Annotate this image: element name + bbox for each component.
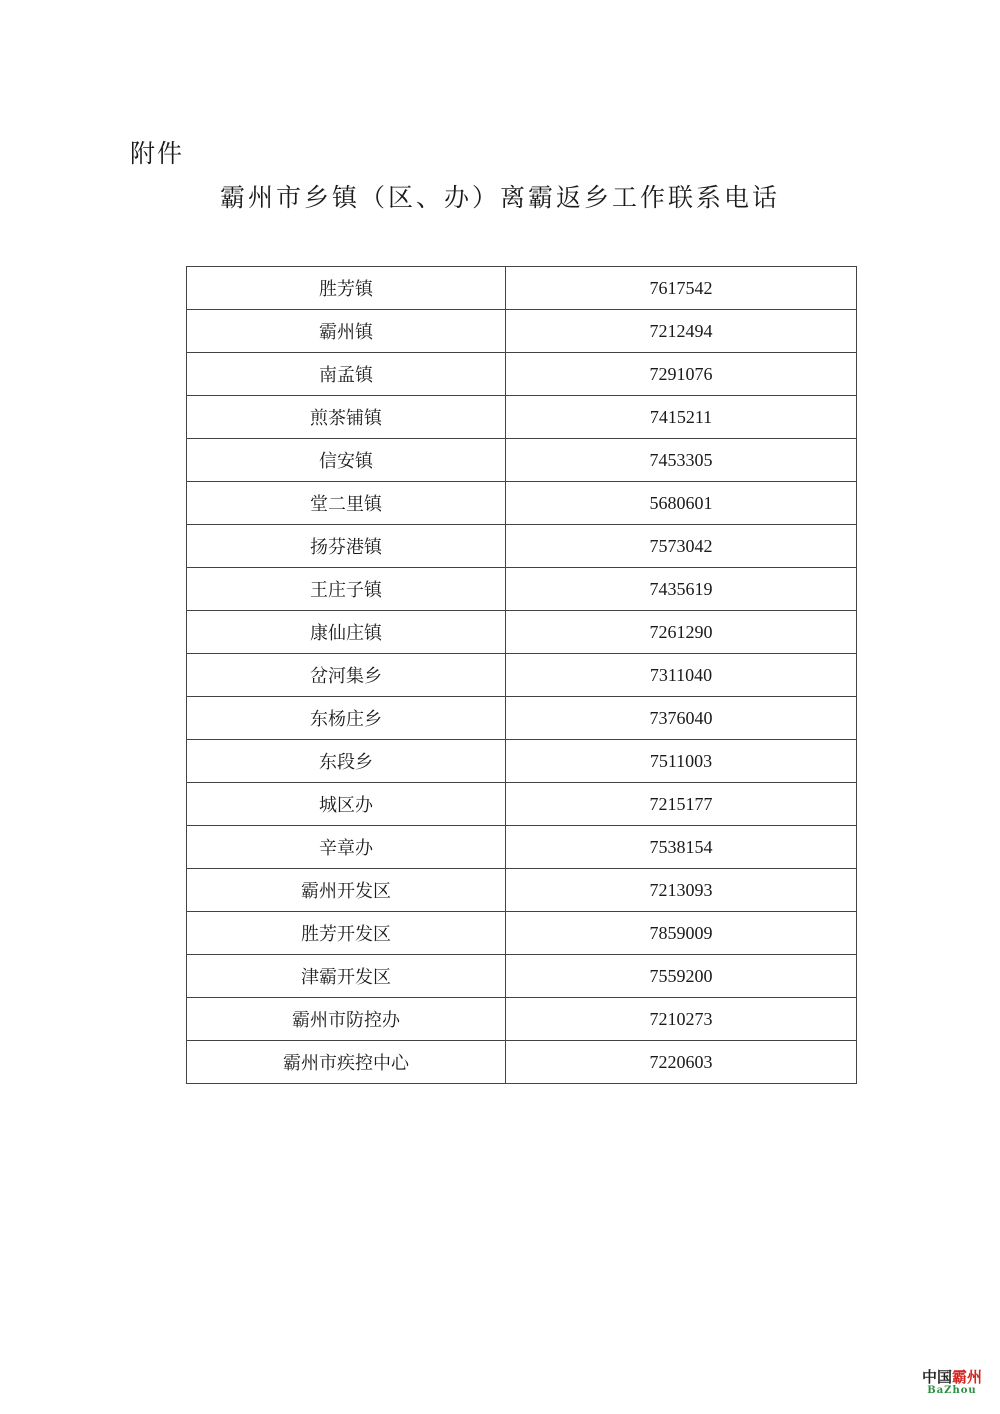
unit-name-cell: 康仙庄镇: [187, 611, 506, 654]
unit-name-cell: 堂二里镇: [187, 482, 506, 525]
unit-name-cell: 扬芬港镇: [187, 525, 506, 568]
phone-number-cell: 7559200: [506, 955, 857, 998]
phone-number-cell: 7617542: [506, 267, 857, 310]
phone-number-cell: 7210273: [506, 998, 857, 1041]
unit-name-cell: 辛章办: [187, 826, 506, 869]
phone-number-cell: 5680601: [506, 482, 857, 525]
unit-name-cell: 信安镇: [187, 439, 506, 482]
site-watermark: [922, 1369, 982, 1397]
table-row: [187, 912, 857, 955]
table-row: [187, 611, 857, 654]
table-row: [187, 267, 857, 310]
phone-number-cell: 7538154: [506, 826, 857, 869]
unit-name-cell: 王庄子镇: [187, 568, 506, 611]
phone-number-cell: 7311040: [506, 654, 857, 697]
unit-name-cell: 霸州开发区: [187, 869, 506, 912]
phone-number-cell: 7220603: [506, 1041, 857, 1084]
table-row: [187, 869, 857, 912]
phone-number-cell: 7212494: [506, 310, 857, 353]
phone-number-cell: 7291076: [506, 353, 857, 396]
unit-name-cell: 东段乡: [187, 740, 506, 783]
unit-name-cell: 胜芳开发区: [187, 912, 506, 955]
phone-number-cell: 7261290: [506, 611, 857, 654]
table-row: [187, 482, 857, 525]
unit-name-cell: 南孟镇: [187, 353, 506, 396]
phone-number-cell: 7415211: [506, 396, 857, 439]
phone-number-cell: 7859009: [506, 912, 857, 955]
unit-name-cell: 胜芳镇: [187, 267, 506, 310]
table-row: [187, 310, 857, 353]
phone-number-cell: 7511003: [506, 740, 857, 783]
watermark-subtitle: BaZhou: [927, 1385, 977, 1396]
phone-number-cell: 7215177: [506, 783, 857, 826]
table-row: [187, 1041, 857, 1084]
unit-name-cell: 岔河集乡: [187, 654, 506, 697]
table-row: [187, 783, 857, 826]
contact-table-body: [187, 267, 857, 1084]
phone-number-cell: 7453305: [506, 439, 857, 482]
unit-name-cell: 霸州市防控办: [187, 998, 506, 1041]
table-row: [187, 955, 857, 998]
phone-number-cell: 7435619: [506, 568, 857, 611]
table-row: [187, 697, 857, 740]
table-row: [187, 826, 857, 869]
table-row: [187, 396, 857, 439]
unit-name-cell: 城区办: [187, 783, 506, 826]
unit-name-cell: 津霸开发区: [187, 955, 506, 998]
unit-name-cell: 霸州镇: [187, 310, 506, 353]
watermark-highlight: 霸州: [951, 1367, 982, 1386]
unit-name-cell: 煎茶铺镇: [187, 396, 506, 439]
phone-number-cell: 7573042: [506, 525, 857, 568]
phone-number-cell: 7376040: [506, 697, 857, 740]
table-row: [187, 353, 857, 396]
watermark-prefix: 中国: [921, 1367, 952, 1386]
unit-name-cell: 东杨庄乡: [187, 697, 506, 740]
document-title: 霸州市乡镇（区、办）离霸返乡工作联系电话: [219, 183, 780, 212]
table-row: [187, 439, 857, 482]
table-row: [187, 740, 857, 783]
table-row: [187, 998, 857, 1041]
table-row: [187, 654, 857, 697]
phone-number-cell: 7213093: [506, 869, 857, 912]
table-row: [187, 525, 857, 568]
contact-table: [186, 266, 857, 1084]
attachment-label: 附件: [130, 139, 185, 168]
table-row: [187, 568, 857, 611]
watermark-logo-text: [922, 1369, 982, 1386]
unit-name-cell: 霸州市疾控中心: [187, 1041, 506, 1084]
